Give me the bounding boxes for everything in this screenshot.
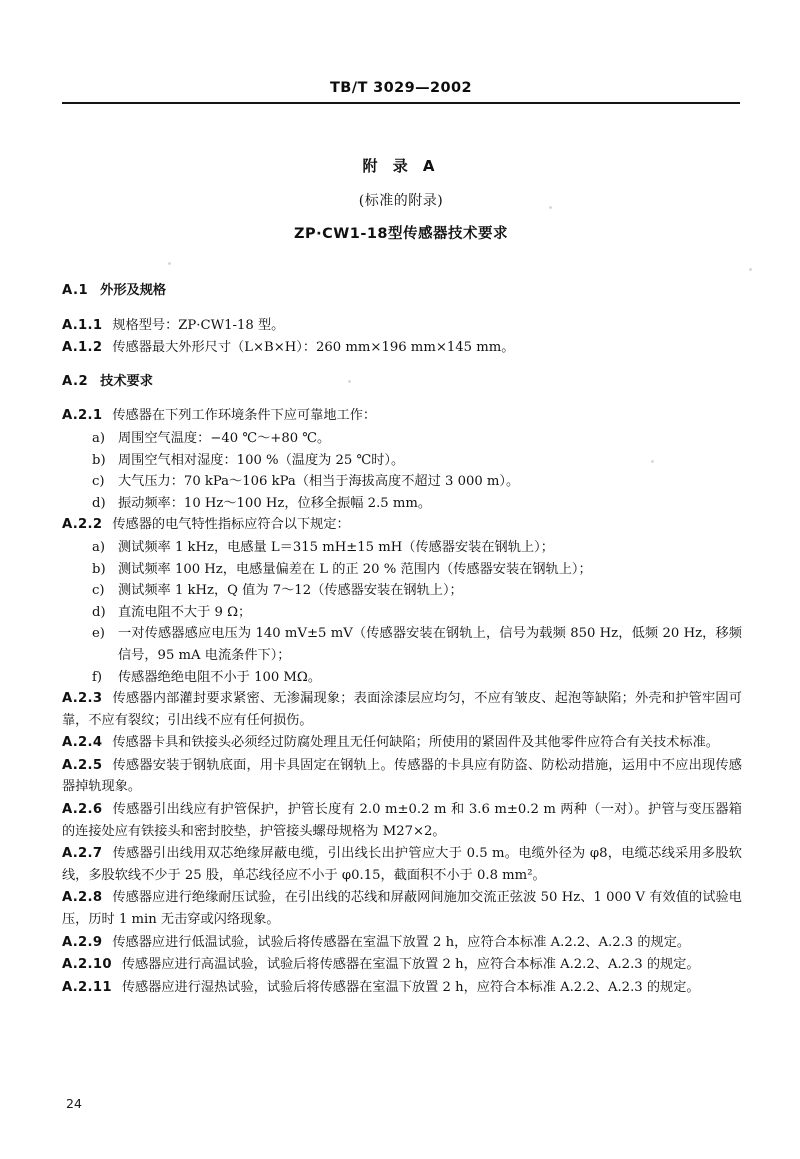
clause-a27 (62, 843, 742, 886)
annex-label: 附 录 A (362, 157, 440, 175)
clause-text: 传感器应进行绝缘耐压试验，在引出线的芯线和屏蔽网间施加交流正弦波 50 Hz、1 000 V 有效值的试验电压，历时 1 min 无击穿或闪络现象。 (62, 890, 742, 928)
annex-subject: ZP·CW1-18型传感器技术要求 (293, 226, 509, 242)
list-marker: c) (92, 474, 105, 490)
section-number-a1: A.1 (62, 283, 89, 298)
list-item (62, 580, 742, 602)
clause-number: A.1.1 (62, 317, 103, 333)
clause-text: 传感器引出线用双芯绝缘屏蔽电缆，引出线长出护管应大于 0.5 m。电缆外径为 φ8，电缆芯线采用多股软线，多股软线不少于 25 股，单芯线径应不小于 φ0.15，截面积不小于 0.8 mm²。 (62, 846, 742, 883)
list-marker: a) (92, 430, 106, 446)
list-text: 测试频率 1 kHz，电感量 L＝315 mH±15 mH（传感器安装在钢轨上）； (118, 539, 554, 555)
list-text: 周围空气温度：−40 ℃～+80 ℃。 (118, 430, 331, 446)
annex-title-block (62, 155, 740, 243)
list-marker: e) (92, 626, 105, 642)
clause-a21 (62, 405, 742, 427)
list-item (62, 602, 742, 624)
list-item (62, 537, 742, 559)
list-text: 测试频率 1 kHz，Q 值为 7～12（传感器安装在钢轨上）； (118, 583, 463, 599)
list-text: 直流电阻不大于 9 Ω； (118, 604, 252, 620)
clause-text: 传感器应进行湿热试验，试验后将传感器在室温下放置 2 h，应符合本标准 A.2.2、A.2.3 的规定。 (121, 979, 700, 995)
list-text: 振动频率：10 Hz～100 Hz，位移全振幅 2.5 mm。 (118, 495, 432, 511)
list-item (62, 623, 742, 666)
clause-a210 (62, 954, 742, 976)
section-heading-a2 (62, 371, 742, 393)
annex-kind: (标准的附录) (358, 193, 444, 209)
list-marker: d) (92, 604, 106, 620)
list-marker: f) (92, 669, 103, 685)
clause-a23 (62, 688, 742, 731)
document-body (62, 268, 742, 999)
clause-a111 (62, 315, 742, 337)
clause-number: A.2.4 (62, 735, 103, 751)
list-marker: b) (92, 452, 106, 468)
section-title-a2: 技术要求 (100, 373, 153, 389)
clause-a21-list (62, 428, 742, 514)
clause-a22-list (62, 537, 742, 688)
clause-number: A.2.8 (62, 890, 103, 906)
clause-text: 传感器的电气特性指标应符合以下规定： (112, 517, 350, 533)
list-marker: b) (92, 561, 106, 577)
list-item (62, 559, 742, 581)
clause-number: A.2.10 (62, 957, 112, 973)
clause-a29 (62, 932, 742, 954)
clause-number: A.2.2 (62, 517, 103, 533)
section-title-a1: 外形及规格 (100, 283, 167, 298)
section-heading-a1 (62, 280, 742, 302)
clause-number: A.2.3 (62, 691, 103, 707)
clause-text: 传感器引出线应有护管保护，护管长度有 2.0 m±0.2 m 和 3.6 m±0.2 m 两种（一对）。护管与变压器箱的连接处应有铁接头和密封胶垫，护管接头螺母规格为 M27×2。 (62, 802, 742, 839)
clause-number: A.2.9 (62, 934, 103, 950)
scan-speck (168, 262, 171, 265)
clause-a26 (62, 799, 742, 842)
list-marker: a) (92, 539, 106, 555)
clause-text: 传感器内部灌封要求紧密、无渗漏现象；表面涂漆层应均匀，不应有皱皮、起泡等缺陷；外壳和护管牢固可靠，不应有裂纹；引出线不应有任何损伤。 (62, 691, 742, 728)
list-text: 一对传感器感应电压为 140 mV±5 mV（传感器安装在钢轨上，信号为载频 850 Hz，低频 20 Hz，移频信号，95 mA 电流条件下）； (118, 626, 742, 663)
standard-number: TB/T 3029—2002 (330, 80, 472, 96)
page-header (62, 80, 740, 104)
clause-a24 (62, 732, 742, 754)
page-number: 24 (66, 1096, 82, 1111)
clause-a25 (62, 755, 742, 798)
clause-text: 传感器在下列工作环境条件下应可靠地工作： (112, 408, 377, 424)
list-item (62, 428, 742, 450)
clause-number: A.2.7 (62, 846, 103, 862)
clause-a22 (62, 514, 742, 536)
list-item (62, 471, 742, 493)
list-text: 周围空气相对湿度：100 %（温度为 25 ℃时）。 (118, 452, 405, 468)
clause-text: 传感器安装于钢轨底面，用卡具固定在钢轨上。传感器的卡具应有防盗、防松动措施，运用中不应出现传感器掉轨现象。 (62, 757, 742, 795)
clause-number: A.2.6 (62, 802, 103, 818)
clause-a28 (62, 887, 742, 930)
header-rule (62, 102, 740, 104)
list-marker: d) (92, 495, 106, 511)
list-text: 大气压力：70 kPa～106 kPa（相当于海拔高度不超过 3 000 m）。 (118, 474, 520, 490)
clause-a211 (62, 977, 742, 999)
clause-number: A.2.1 (62, 408, 103, 424)
clause-text: 规格型号：ZP·CW1-18 型。 (112, 317, 285, 333)
clause-text: 传感器应进行低温试验，试验后将传感器在室温下放置 2 h，应符合本标准 A.2.2、A.2.3 的规定。 (112, 934, 691, 950)
clause-number: A.1.2 (62, 340, 103, 356)
section-number-a2: A.2 (62, 373, 89, 389)
clause-a112 (62, 337, 742, 359)
scan-speck (749, 268, 752, 271)
spacer (62, 398, 742, 405)
list-item (62, 493, 742, 515)
clause-text: 传感器卡具和铁接头必须经过防腐处理且无任何缺陷；所使用的紧固件及其他零件应符合有关技术标准。 (112, 735, 719, 751)
list-text: 测试频率 100 Hz，电感量偏差在 L 的正 20 % 范围内（传感器安装在钢轨上）； (118, 561, 592, 577)
list-marker: c) (92, 583, 105, 599)
list-text: 传感器绝绝电阻不小于 100 MΩ。 (118, 669, 322, 685)
clause-number: A.2.11 (62, 979, 112, 995)
list-item (62, 667, 742, 689)
clause-number: A.2.5 (62, 757, 103, 773)
spacer (62, 308, 742, 315)
list-item (62, 450, 742, 472)
clause-text: 传感器最大外形尺寸（L×B×H）：260 mm×196 mm×145 mm。 (112, 340, 515, 356)
clause-text: 传感器应进行高温试验，试验后将传感器在室温下放置 2 h，应符合本标准 A.2.2、A.2.3 的规定。 (121, 957, 700, 973)
